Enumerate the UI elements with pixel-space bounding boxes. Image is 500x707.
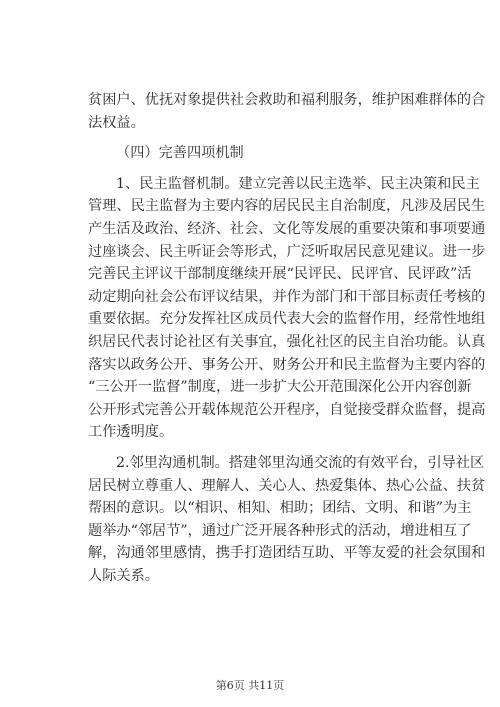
paragraph-line: 人际关系。 <box>88 567 159 584</box>
paragraph-line: 公开形式完善公开载体规范公开程序，自觉接受群众监督，提高 <box>88 401 486 418</box>
paragraph-line: 解，沟通邻里感情，携手打造团结互助、平等友爱的社会氛围和 <box>88 545 486 562</box>
paragraph-line: 产生活及政治、经济、社会、文化等发展的重要决策和事项要通 <box>88 220 486 237</box>
paragraph-line: 重要依据。充分发挥社区成员代表大会的监督作用，经常性地组 <box>88 311 486 328</box>
paragraph-line: 贫困户、优抚对象提供社会救助和福利服务，维护困难群体的合 <box>88 92 486 108</box>
paragraph-line: 居民树立尊重人、理解人、关心人、热爱集体、热心公益、扶贫 <box>88 477 486 494</box>
paragraph-line: 管理、民主监督为主要内容的居民民主自治制度，凡涉及居民生 <box>88 198 486 215</box>
paragraph-line: 工作透明度。 <box>88 424 174 441</box>
paragraph-line: 法权益。 <box>88 114 145 131</box>
paragraph-line: 完善民主评议干部制度继续开展“民评民、民评官、民评政”活 <box>88 266 472 283</box>
paragraph-line: 落实以政务公开、事务公开、财务公开和民主监督为主要内容的 <box>88 356 486 373</box>
paragraph-line: “三公开一监督”制度，进一步扩大公开范围深化公开内容创新 <box>88 379 472 396</box>
page-number-footer: 第6页 共11页 <box>215 679 285 692</box>
paragraph-line: 1、民主监督机制。建立完善以民主选举、民主决策和民主 <box>116 175 480 192</box>
paragraph-line: 题举办“邻居节”，通过广泛开展各种形式的活动，增进相互了 <box>88 522 472 539</box>
document-body <box>88 89 486 587</box>
section-heading: （四）完善四项机制 <box>116 145 244 162</box>
paragraph-line: 织居民代表讨论社区有关事宜，强化社区的民主自治功能。认真 <box>88 333 486 350</box>
paragraph-line: 过座谈会、民主听证会等形式，广泛听取居民意见建议。进一步 <box>88 243 486 260</box>
paragraph-line: 动定期向社会公布评议结果，并作为部门和干部目标责任考核的 <box>88 288 486 305</box>
paragraph-line: 帮困的意识。以“相识、相知、相助；团结、文明、和谐”为主 <box>88 500 472 517</box>
paragraph-line: 2.邻里沟通机制。搭建邻里沟通交流的有效平台，引导社区 <box>116 454 485 471</box>
